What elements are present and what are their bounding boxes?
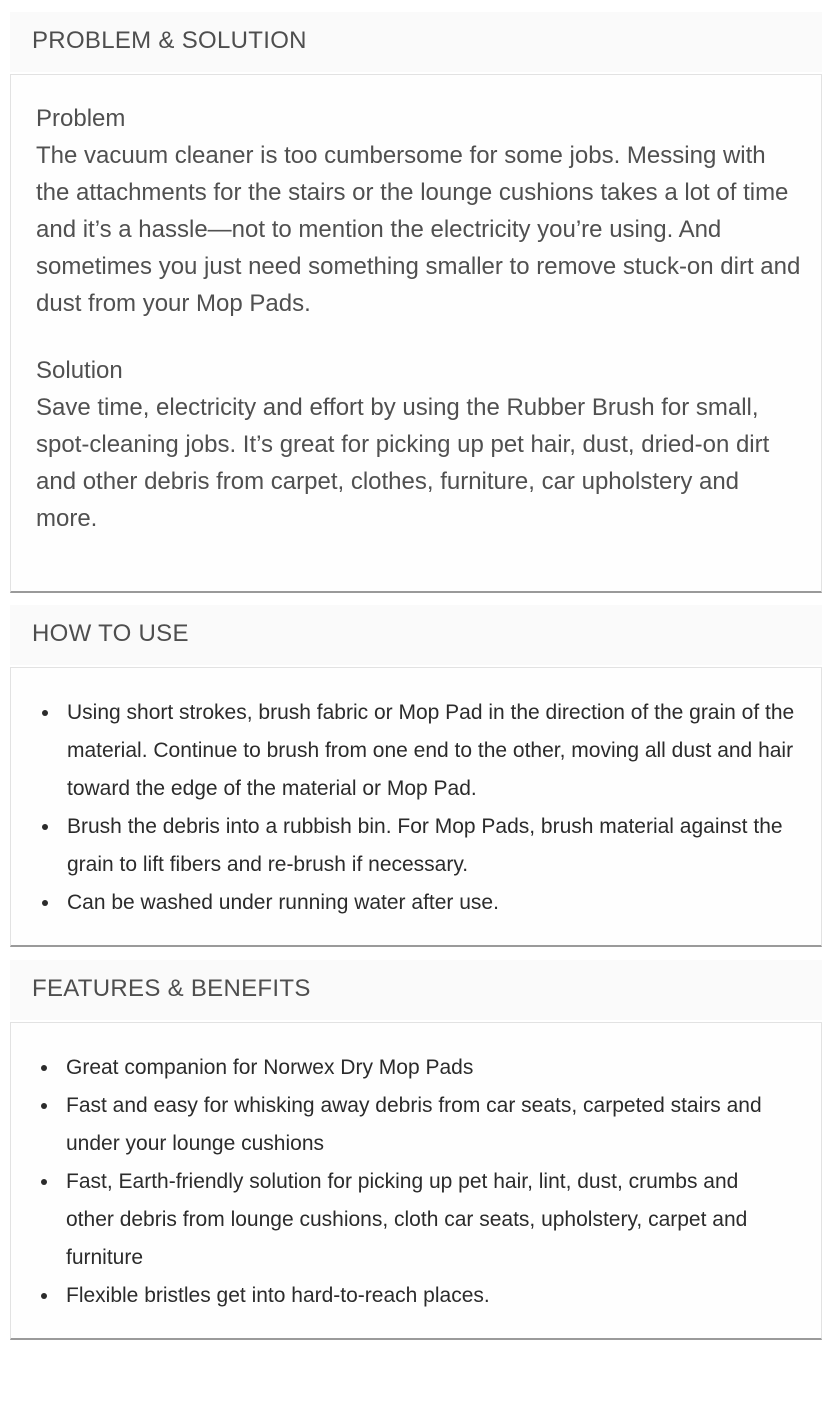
list-item <box>32 1049 792 1087</box>
how-to-use-panel <box>10 667 822 947</box>
bullet-icon <box>42 824 48 830</box>
bullet-icon <box>41 1179 47 1185</box>
bullet-icon <box>41 1293 47 1299</box>
list-item <box>32 1277 792 1315</box>
list-item-text: Fast and easy for whisking away debris from car seats, carpeted stairs and under your lounge cushions <box>66 1094 762 1155</box>
how-to-use-list <box>33 694 803 922</box>
list-item <box>33 808 803 884</box>
list-item <box>33 884 803 922</box>
how-to-use-heading: HOW TO USE <box>10 605 822 665</box>
solution-block <box>36 352 801 537</box>
problem-text: The vacuum cleaner is too cumbersome for some jobs. Messing with the attachments for the stairs or the lounge cushions takes a lot of time and it’s a hassle—not to mention the electricity you’re using. And sometimes you just need something smaller to remove stuck-on dirt and dust from your Mop Pads. <box>36 142 801 317</box>
problem-solution-heading: PROBLEM & SOLUTION <box>10 12 822 72</box>
list-item <box>32 1163 792 1277</box>
list-item <box>33 694 803 808</box>
bullet-icon <box>41 1103 47 1109</box>
list-item-text: Flexible bristles get into hard-to-reach places. <box>66 1284 490 1307</box>
list-item-text: Fast, Earth-friendly solution for picking up pet hair, lint, dust, crumbs and other debris from lounge cushions, cloth car seats, upholstery, carpet and furniture <box>66 1170 748 1269</box>
bullet-icon <box>42 710 48 716</box>
bullet-icon <box>41 1065 47 1071</box>
solution-text: Save time, electricity and effort by using the Rubber Brush for small, spot-cleaning jobs. It’s great for picking up pet hair, dust, dried-on dirt and other debris from carpet, clothes, furniture, car upholstery and more. <box>36 394 770 532</box>
problem-label: Problem <box>36 105 126 132</box>
features-benefits-list <box>32 1049 792 1315</box>
list-item-text: Can be washed under running water after use. <box>67 891 499 914</box>
list-item <box>32 1087 792 1163</box>
list-item-text: Using short strokes, brush fabric or Mop Pad in the direction of the grain of the material. Continue to brush from one end to the other, moving all dust and hair toward the edge of the material or Mop Pad. <box>67 701 795 800</box>
bullet-icon <box>42 900 48 906</box>
problem-block <box>36 100 801 322</box>
features-benefits-heading: FEATURES & BENEFITS <box>10 960 822 1020</box>
list-item-text: Great companion for Norwex Dry Mop Pads <box>66 1056 474 1079</box>
features-benefits-panel <box>10 1022 822 1340</box>
solution-label: Solution <box>36 357 123 384</box>
problem-solution-panel <box>10 74 822 593</box>
list-item-text: Brush the debris into a rubbish bin. For Mop Pads, brush material against the grain to lift fibers and re-brush if necessary. <box>67 815 783 876</box>
